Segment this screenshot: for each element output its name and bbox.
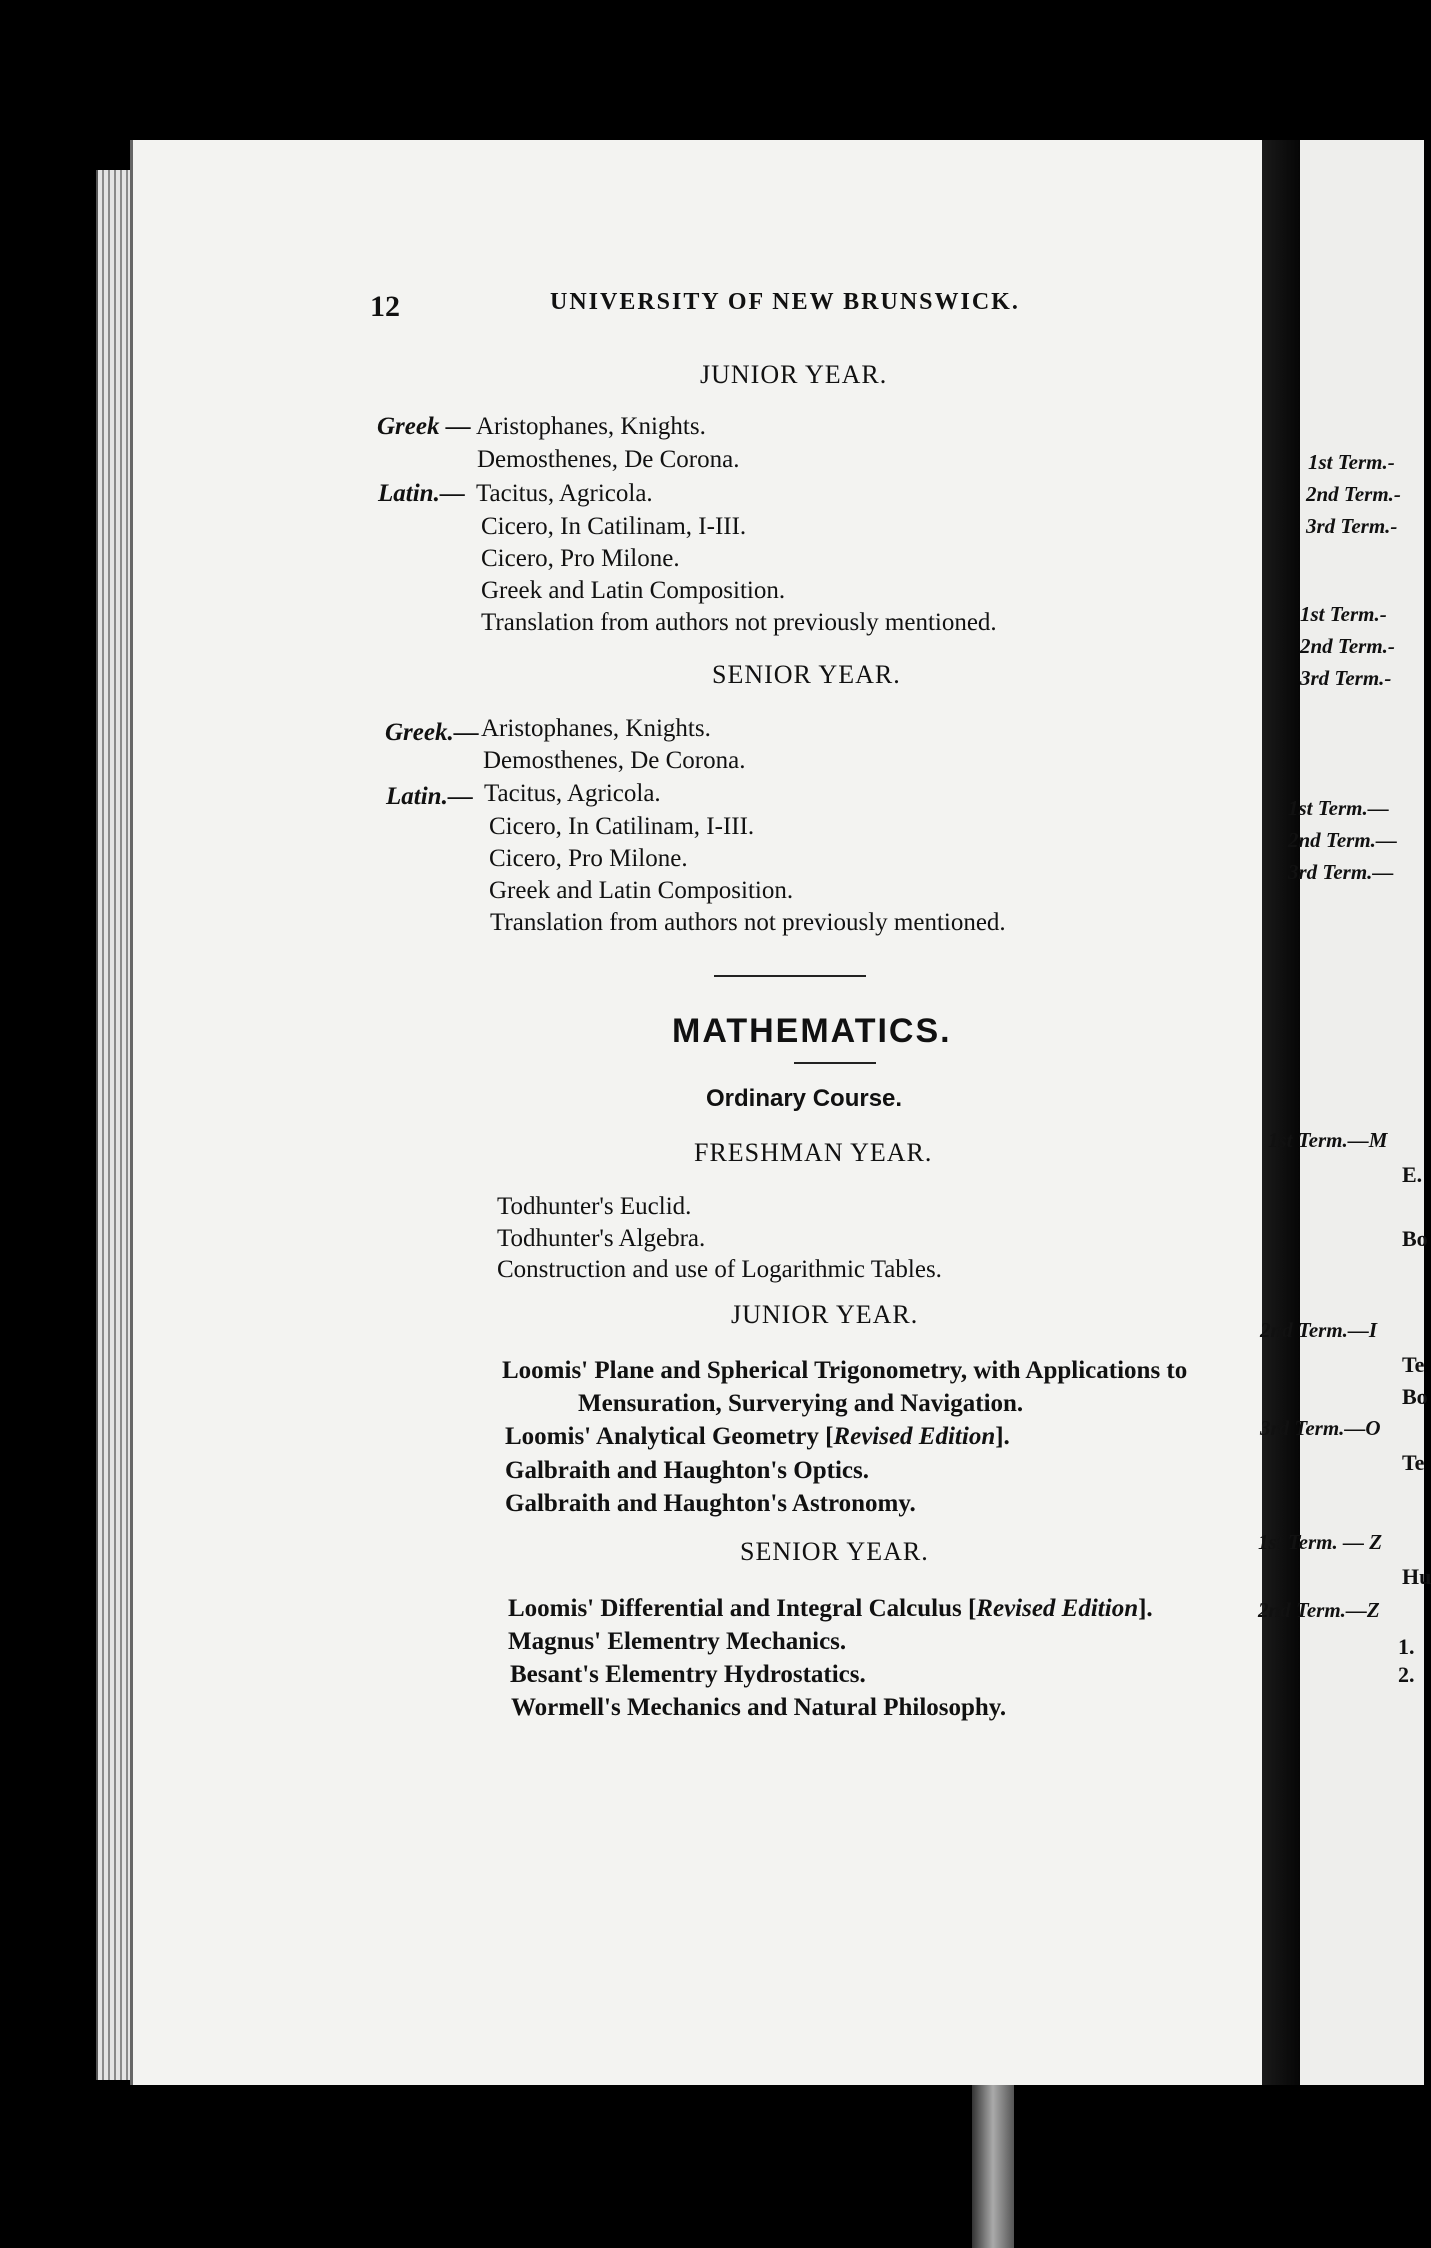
list-number: 2. — [1398, 1662, 1415, 1687]
section-title: MATHEMATICS. — [672, 1012, 952, 1050]
text-line: Aristophanes, Knights. — [481, 715, 711, 742]
math-senior-heading: SENIOR YEAR. — [740, 1537, 929, 1566]
page-number: 12 — [370, 290, 400, 323]
term-label: 1st Term.- — [1308, 450, 1395, 474]
page-stack-edge — [96, 170, 134, 2080]
text-line: Cicero, Pro Milone. — [481, 545, 680, 572]
list-number: 1. — [1398, 1634, 1415, 1659]
text-segment-italic: Revised Edition — [976, 1595, 1139, 1622]
text-line: Galbraith and Haughton's Optics. — [505, 1457, 869, 1484]
binding-clip — [972, 2085, 1014, 2248]
text-line: Mensuration, Surverying and Navigation. — [578, 1390, 1024, 1417]
text-line: Aristophanes, Knights. — [476, 413, 706, 440]
freshman-heading: FRESHMAN YEAR. — [694, 1138, 933, 1167]
text-line — [505, 1424, 1010, 1449]
text-line: Translation from authors not previously mentioned. — [481, 609, 997, 636]
text-segment: Loomis' Differential and Integral Calculus [ — [508, 1595, 977, 1622]
text-fragment: Te — [1402, 1352, 1425, 1377]
term-label: 1st Term.— — [1288, 796, 1389, 820]
latin-label: Latin.— — [378, 480, 465, 507]
text-line: Tacitus, Agricola. — [484, 780, 661, 807]
greek-label: Greek — — [377, 413, 471, 440]
term-label: 3rd Term.— — [1288, 860, 1394, 884]
text-segment: ]. — [995, 1423, 1010, 1450]
term-label: 3rd Term.- — [1306, 514, 1398, 538]
text-fragment: Te — [1402, 1450, 1425, 1475]
term-label: 2nd Term.—Z — [1258, 1598, 1380, 1622]
text-fragment: Hu — [1402, 1564, 1431, 1589]
title-underline — [794, 1062, 876, 1064]
term-label: 2nd Term.—I — [1260, 1318, 1378, 1342]
section-subtitle: Ordinary Course. — [706, 1085, 903, 1112]
term-label: 1st Term. — Z — [1258, 1530, 1383, 1554]
text-segment: ]. — [1138, 1595, 1153, 1622]
latin-label: Latin.— — [386, 783, 473, 810]
math-junior-heading: JUNIOR YEAR. — [731, 1300, 919, 1329]
text-line: Cicero, In Catilinam, I-III. — [481, 513, 747, 540]
term-label: 2nd Term.- — [1306, 482, 1401, 506]
text-fragment: E. — [1402, 1162, 1423, 1187]
text-line: Translation from authors not previously mentioned. — [490, 909, 1006, 936]
text-line: Loomis' Plane and Spherical Trigonometry, with Applications to — [502, 1357, 1188, 1384]
text-fragment: Bo — [1402, 1384, 1428, 1409]
text-line: Wormell's Mechanics and Natural Philosophy. — [511, 1694, 1007, 1721]
term-label: 3rd Term.- — [1300, 666, 1392, 690]
text-line: Cicero, In Catilinam, I-III. — [489, 813, 755, 840]
text-line: Construction and use of Logarithmic Tables. — [497, 1256, 942, 1283]
classics-senior-heading: SENIOR YEAR. — [712, 660, 901, 689]
text-line: Galbraith and Haughton's Astronomy. — [505, 1490, 916, 1517]
text-line: Tacitus, Agricola. — [476, 480, 653, 507]
term-label: 1st Term.- — [1300, 602, 1387, 626]
text-segment: Loomis' Analytical Geometry [ — [505, 1423, 834, 1450]
classics-junior-heading: JUNIOR YEAR. — [700, 360, 888, 389]
text-line: Besant's Elementry Hydrostatics. — [510, 1661, 866, 1688]
text-fragment: Bo — [1402, 1226, 1428, 1251]
text-line: Cicero, Pro Milone. — [489, 845, 688, 872]
section-divider — [714, 975, 866, 977]
facing-page-text — [1258, 140, 1431, 2085]
term-label: 1st Term.—M — [1268, 1128, 1388, 1152]
term-label: 2nd Term.- — [1300, 634, 1395, 658]
text-line: Todhunter's Algebra. — [497, 1225, 706, 1252]
text-line — [508, 1596, 1153, 1621]
text-line: Greek and Latin Composition. — [481, 577, 786, 604]
term-label: 3rd Term.—O — [1260, 1416, 1381, 1440]
term-label: 2nd Term.— — [1288, 828, 1397, 852]
text-segment-italic: Revised Edition — [833, 1423, 996, 1450]
greek-label: Greek.— — [385, 719, 479, 746]
text-line: Greek and Latin Composition. — [489, 877, 794, 904]
text-line: Magnus' Elementry Mechanics. — [508, 1628, 847, 1655]
running-head: UNIVERSITY OF NEW BRUNSWICK. — [550, 289, 1020, 315]
text-line: Todhunter's Euclid. — [497, 1193, 692, 1220]
text-line: Demosthenes, De Corona. — [477, 446, 740, 473]
text-line: Demosthenes, De Corona. — [483, 747, 746, 774]
